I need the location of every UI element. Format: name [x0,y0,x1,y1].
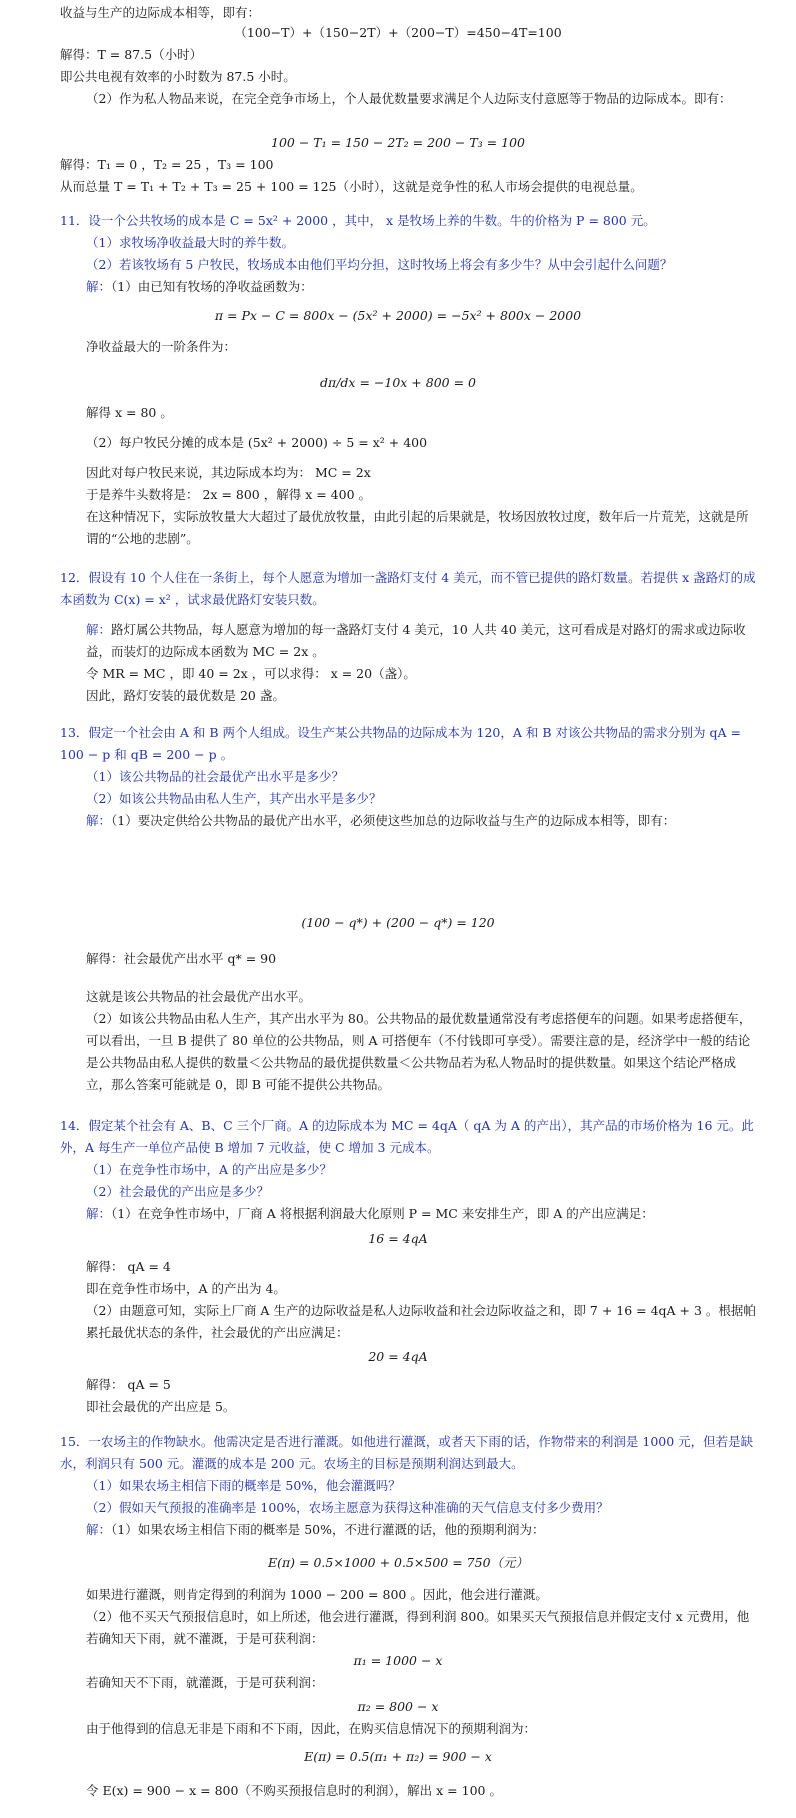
question-13-sub1: （1）该公共物品的社会最优产出水平是多少？ [86,769,344,784]
answer-line: 于是养牛头数将是： 2x = 800 ，解得 x = 400 。 [86,487,372,502]
paragraph: （2）如该公共物品由私人生产，其产出水平为 80。公共物品的最优数量通常没有考虑搭便车的问题。如果考虑搭便车，可以看出，一旦 B 提供了 80 单位的公共物品，则 A 可搭便车（不付钱即可享受）。需要注意的是，经济学中一般的结论是公共物品由私人提供的数量＜公共物品的最优提供数量＜公共物品若为私人物品时的提供数量。如果这个结论严格成立，那么答案可能就是 0，即 B 可能不提供公共物品。 [86,1011,752,1092]
answer-line: 如果进行灌溉，则肯定得到的利润为 1000 − 200 = 800 。因此，他会进行灌溉。 [86,1587,548,1602]
question-11-title: 11．设一个公共牧场的成本是 C = 5x² + 2000 ，其中， x 是牧场上养的牛数。牛的价格为 P = 800 元。 [60,213,656,228]
answer-line: 解得： qA = 4 [86,1259,171,1274]
equation: π = Px − C = 800x − (5x² + 2000) = −5x² + 800x − 2000 [214,308,582,323]
answer-line: 解：（1）如果农场主相信下雨的概率是 50%，不进行灌溉的话，他的预期利润为： [86,1522,545,1537]
question-12-title: 12．假设有 10 个人住在一条街上，每个人愿意为增加一盏路灯支付 4 美元，而不管已提供的路灯数量。若提供 x 盏路灯的成本函数为 C(x) = x² ，试求最优路灯安装只数。 [60,570,756,607]
answer-line: 即社会最优的产出应是 5。 [86,1399,236,1414]
answer-line: 令 MR = MC ，即 40 = 2x ，可以求得： x = 20（盏）。 [86,666,416,681]
equation: (100 − q*) + (200 − q*) = 120 [301,915,495,930]
equation: dπ/dx = −10x + 800 = 0 [320,375,476,390]
answer-line: 若确知天不下雨，就灌溉，于是可获利润： [86,1675,324,1690]
question-11-sub1: （1）求牧场净收益最大时的养牛数。 [86,235,294,250]
text-line: 解得：T = 87.5（小时） [60,47,203,62]
answer-line: 这就是该公共物品的社会最优产出水平。 [86,989,312,1004]
answer-line: 解：（1）由已知有牧场的净收益函数为： [86,279,313,294]
text-line: 即公共电视有效率的小时数为 87.5 小时。 [60,69,296,84]
question-14-title: 14．假定某个社会有 A、B、C 三个厂商。A 的边际成本为 MC = 4qA（ qA 为 A 的产出），其产品的市场价格为 16 元。此外，A 每生产一单位产品使 B 增加 7 元收益，使 C 增加 3 元成本。 [60,1118,754,1155]
question-13-sub2: （2）如该公共物品由私人生产，其产出水平是多少？ [86,791,382,806]
question-11-sub2: （2）若该牧场有 5 户牧民，牧场成本由他们平均分担，这时牧场上将会有多少牛？从中会引起什么问题？ [86,257,673,272]
answer-line: 因此，路灯安装的最优数是 20 盏。 [86,688,285,703]
paragraph: 解：路灯属公共物品，每人愿意为增加的每一盏路灯支付 4 美元，10 人共 40 美元，这可看成是对路灯的需求或边际收益，而装灯的边际成本函数为 MC = 2x 。 [86,622,746,659]
paragraph: （2）由题意可知，实际上厂商 A 生产的边际收益是私人边际收益和社会边际收益之和，即 7 + 16 = 4qA + 3 。根据帕累托最优状态的条件，社会最优的产出应满足： [86,1303,756,1340]
answer-line: 解：（1）在竞争性市场中，厂商 A 将根据利润最大化原则 P = MC 来安排生产，即 A 的产出应满足： [86,1206,654,1221]
equation: 20 = 4qA [368,1349,428,1364]
answer-line: 因此对每户牧民来说，其边际成本均为： MC = 2x [86,465,371,480]
answer-line: 净收益最大的一阶条件为： [86,339,237,354]
answer-line: 由于他得到的信息无非是下雨和不下雨，因此，在购买信息情况下的预期利润为： [86,1721,537,1736]
equation: （100−T）+（150−2T）+（200−T）=450−4T=100 [234,25,562,40]
equation: 16 = 4qA [368,1231,428,1246]
answer-line: 解得：社会最优产出水平 q* = 90 [86,951,277,966]
question-15-sub2: （2）假如天气预报的准确率是 100%，农场主愿意为获得这种准确的天气信息支付多少费用？ [86,1500,609,1515]
paragraph: （2）作为私人物品来说，在完全竞争市场上，个人最优数量要求满足个人边际支付意愿等于物品的边际成本。即有： [86,91,732,106]
text-line: 收益与生产的边际成本相等，即有： [60,5,261,20]
equation: π₂ = 800 − x [357,1699,439,1714]
answer-line: 解：（1）要决定供给公共物品的最优产出水平，必须使这些加总的边际收益与生产的边际成本相等，即有： [86,813,676,828]
question-14-sub2: （2）社会最优的产出应是多少？ [86,1184,269,1199]
answer-line: 即在竞争性市场中，A 的产出为 4。 [86,1281,286,1296]
paragraph: 在这种情况下，实际放牧量大大超过了最优放牧量，由此引起的后果就是，牧场因放牧过度，数年后一片荒芜，这就是所谓的“公地的悲剧”。 [86,509,749,546]
text-line: 从而总量 T = T₁ + T₂ + T₃ = 25 + 100 = 125（小时），这就是竞争性的私人市场会提供的电视总量。 [60,179,643,194]
question-15-title: 15．一农场主的作物缺水。他需决定是否进行灌溉。如他进行灌溉，或者天下雨的话，作物带来的利润是 1000 元，但若是缺水，利润只有 500 元。灌溉的成本是 200 元。农场主的目标是预期利润达到最大。 [60,1434,754,1471]
question-14-sub1: （1）在竞争性市场中，A 的产出应是多少？ [86,1162,332,1177]
equation: E(π) = 0.5×1000 + 0.5×500 = 750（元） [267,1555,529,1570]
equation: E(π) = 0.5(π₁ + π₂) = 900 − x [304,1749,492,1764]
paragraph: （2）他不买天气预报信息时，如上所述，他会进行灌溉，得到利润 800。如果买天气预报信息并假定支付 x 元费用，他若确知天下雨，就不灌溉，于是可获利润： [86,1609,750,1646]
answer-line: 令 E(x) = 900 − x = 800（不购买预报信息时的利润），解出 x = 100 。 [86,1783,502,1798]
question-13-title: 13．假定一个社会由 A 和 B 两个人组成。设生产某公共物品的边际成本为 120，A 和 B 对该公共物品的需求分别为 qA = 100 − p 和 qB = 200 − p 。 [60,725,741,762]
text-line: 解得：T₁ = 0 ，T₂ = 25 ，T₃ = 100 [60,157,274,172]
answer-line: （2）每户牧民分摊的成本是 (5x² + 2000) ÷ 5 = x² + 400 [86,435,428,450]
answer-line: 解得 x = 80 。 [86,405,173,420]
answer-line: 解得： qA = 5 [86,1377,171,1392]
question-15-sub1: （1）如果农场主相信下雨的概率是 50%，他会灌溉吗？ [86,1478,401,1493]
equation: π₁ = 1000 − x [353,1653,443,1668]
equation: 100 − T₁ = 150 − 2T₂ = 200 − T₃ = 100 [271,135,525,150]
